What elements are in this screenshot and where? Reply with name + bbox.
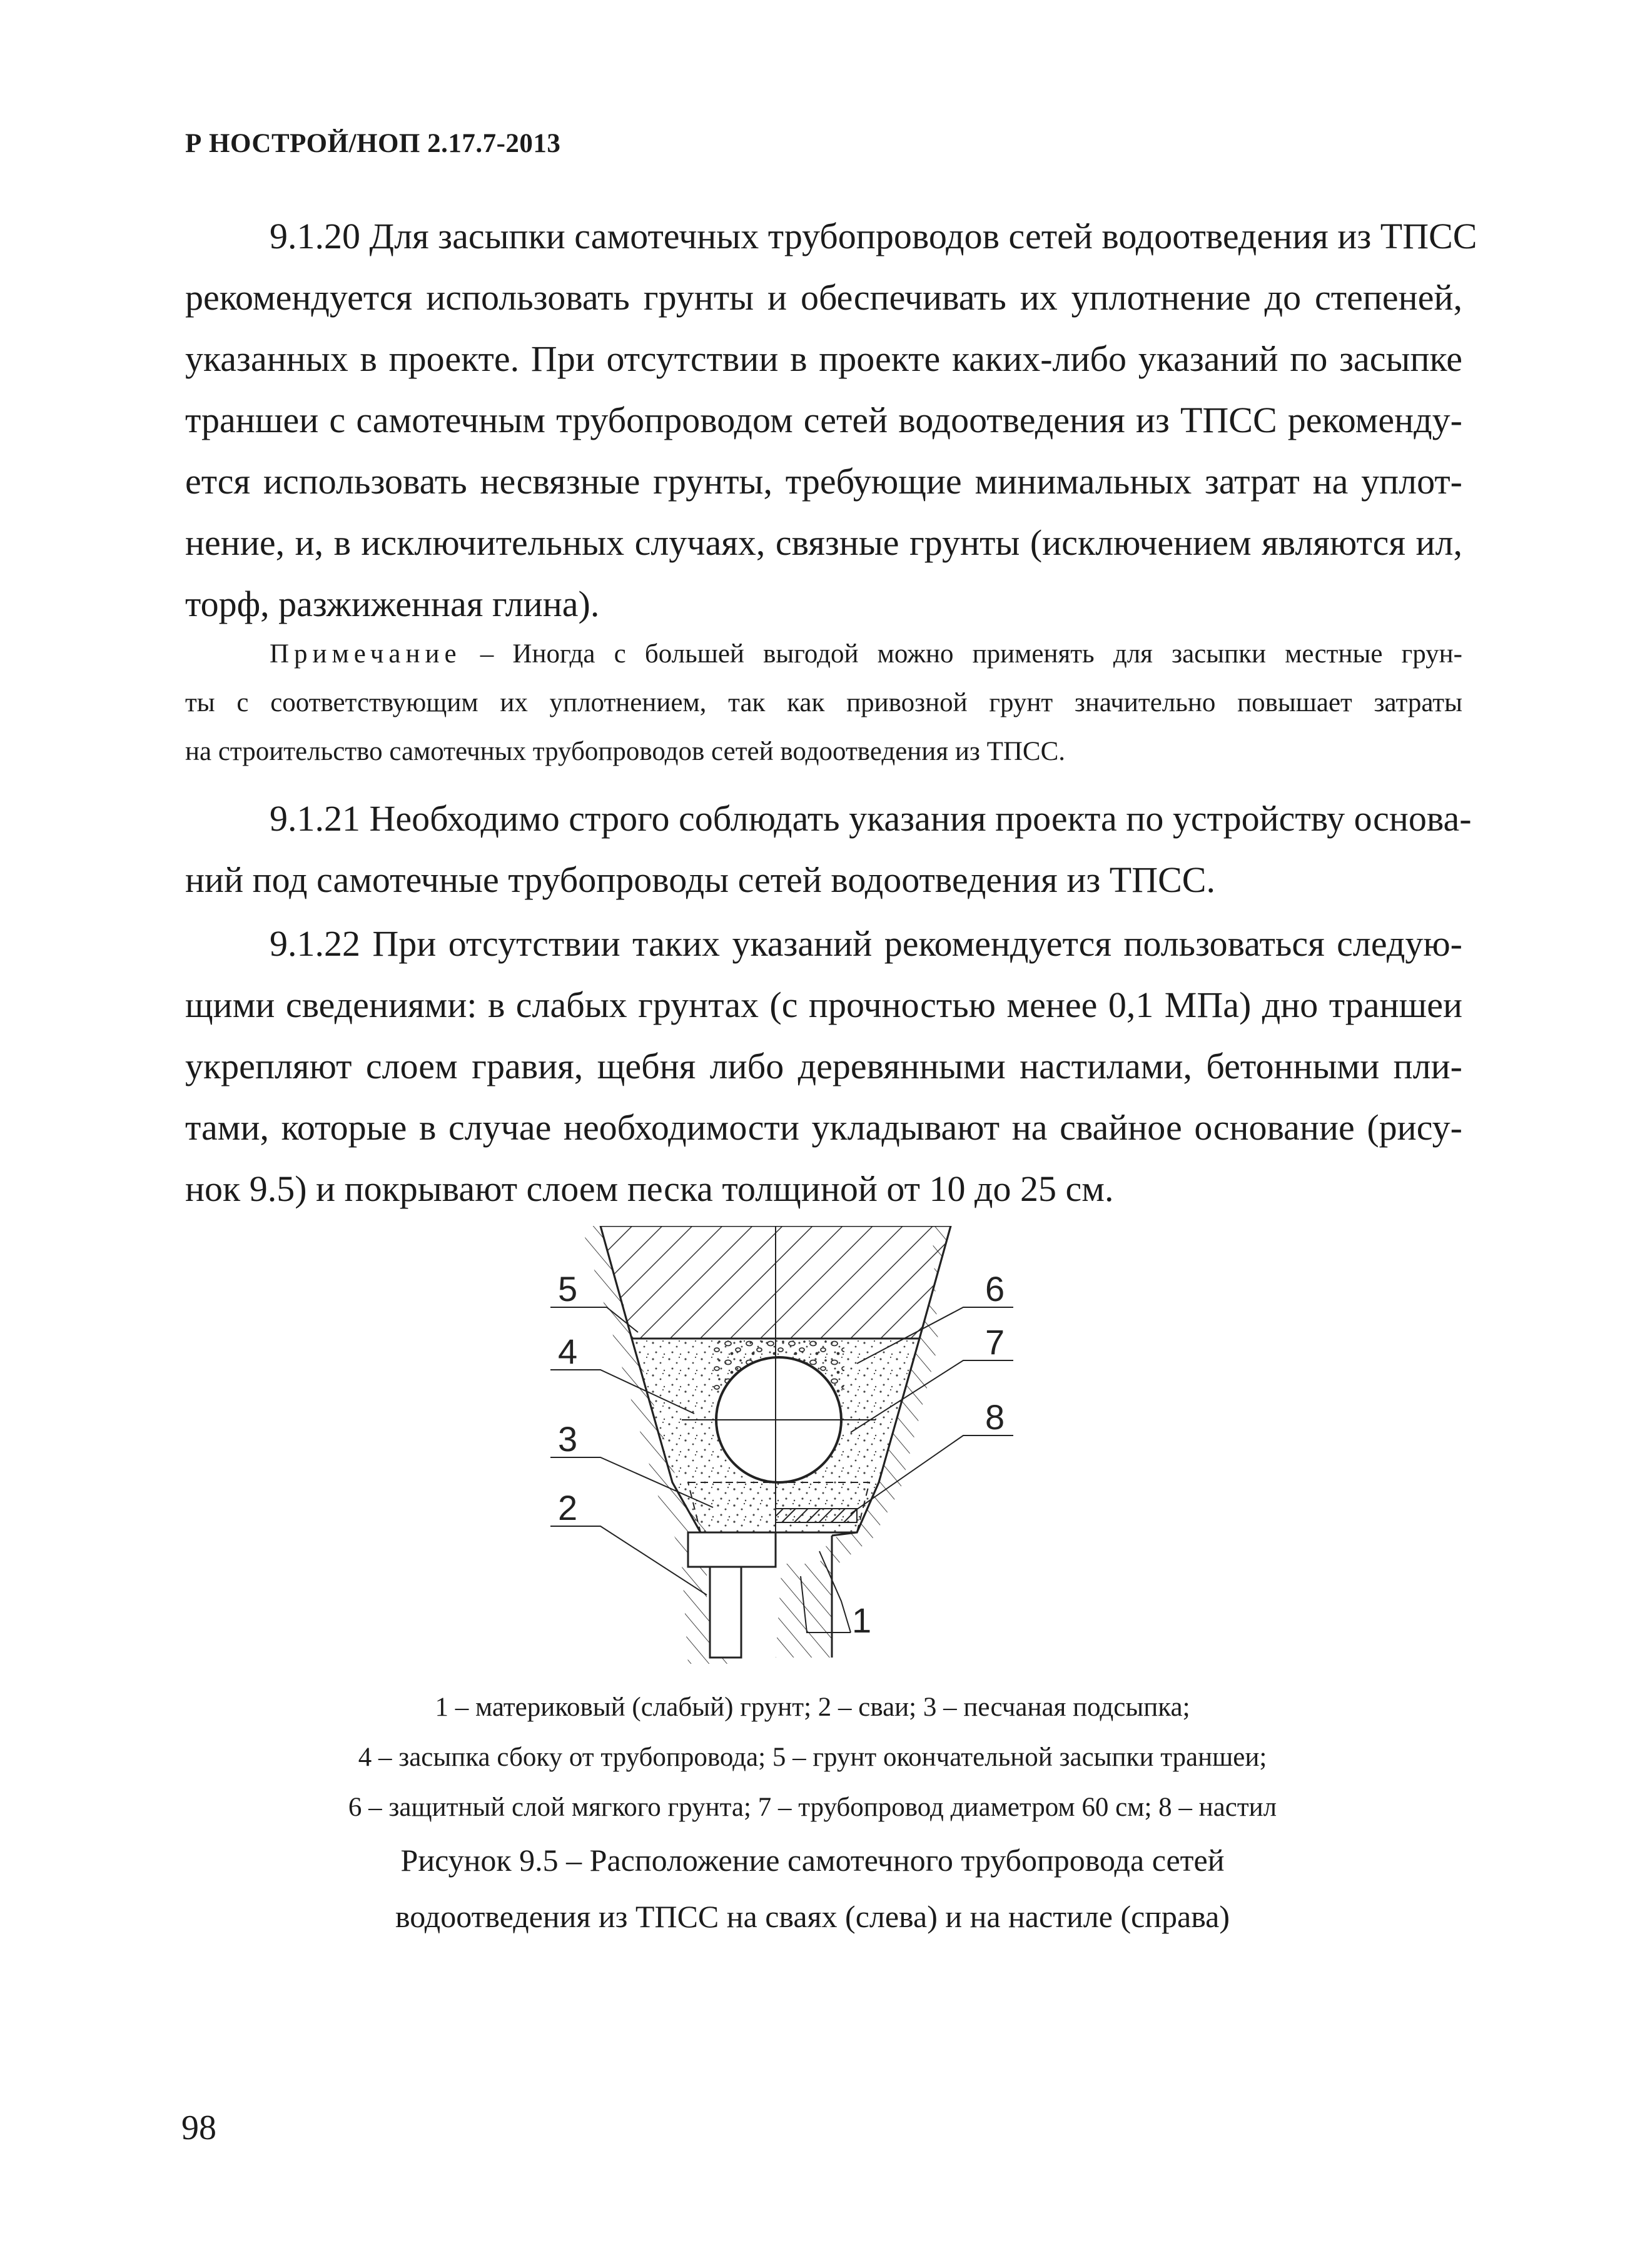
text-line: торф, разжиженная глина). (185, 584, 600, 624)
text-line: тами, которые в случае необходимости укладывают на свайное основание (рису- (185, 1107, 1462, 1148)
text-line: ний под самотечные трубопроводы сетей водоотведения из ТПСС. (185, 859, 1215, 900)
label-4: 4 (558, 1332, 578, 1371)
text-line: указанных в проекте. При отсутствии в проекте каких-либо указаний по засыпке (185, 338, 1462, 379)
native-soil-bottom-right (776, 1564, 832, 1658)
pile (710, 1567, 741, 1658)
note-line: ты с соответствующим их уплотнением, так как привозной грунт значительно повышает затраты (185, 688, 1462, 717)
note-block (185, 630, 1462, 776)
note-text: – Иногда с большей выгодой можно применять для засыпки местные грун- (461, 639, 1462, 669)
deck (776, 1509, 857, 1522)
text-line: 9.1.20 Для засыпки самотечных трубопроводов сетей водоотведения из ТПСС (270, 216, 1477, 256)
pile-cap (688, 1532, 776, 1567)
paragraph-9-1-22 (185, 913, 1462, 1220)
sand-bedding (688, 1482, 869, 1532)
text-line: щими сведениями: в слабых грунтах (с прочностью менее 0,1 МПа) дно траншеи (185, 985, 1462, 1025)
label-6: 6 (985, 1269, 1005, 1309)
document-header: Р НОСТРОЙ/НОП 2.17.7-2013 (185, 129, 561, 158)
paragraph-9-1-20 (185, 206, 1477, 635)
page-number: 98 (181, 2109, 216, 2147)
label-1: 1 (852, 1601, 872, 1640)
label-3: 3 (558, 1419, 578, 1459)
text-line: траншеи с самотечным трубопроводом сетей водоотведения из ТПСС рекоменду- (185, 400, 1462, 440)
label-5: 5 (558, 1269, 578, 1309)
note-line: на строительство самотечных трубопроводов сетей водоотведения из ТПСС. (185, 737, 1066, 766)
figure-legend-line: 6 – защитный слой мягкого грунта; 7 – трубопровод диаметром 60 см; 8 – настил (348, 1793, 1277, 1822)
figure-legend-line: 4 – засыпка сбоку от трубопровода; 5 – грунт окончательной засыпки траншеи; (358, 1743, 1267, 1772)
figure-caption-line: Рисунок 9.5 – Расположение самотечного трубопровода сетей (400, 1843, 1225, 1878)
figure-legend-line: 1 – материковый (слабый) грунт; 2 – сваи; 3 – песчаная подсыпка; (435, 1693, 1190, 1722)
text-line: нение, и, в исключительных случаях, связные грунты (исключением являются ил, (185, 522, 1462, 563)
text-line: укрепляют слоем гравия, щебня либо деревянными настилами, бетонными пли- (185, 1046, 1462, 1086)
label-2: 2 (558, 1488, 578, 1527)
figure-caption-line: водоотведения из ТПСС на сваях (слева) и на настиле (справа) (395, 1899, 1230, 1934)
figure-9-5 (0, 1226, 1625, 1676)
label-8: 8 (985, 1397, 1005, 1437)
text-line: 9.1.22 При отсутствии таких указаний рекомендуется пользоваться следую- (270, 923, 1462, 964)
text-line: ется использовать несвязные грунты, требующие минимальных затрат на уплот- (185, 461, 1462, 502)
note-label: Примечание (270, 639, 462, 669)
text-line: рекомендуется использовать грунты и обеспечивать их уплотнение до степеней, (185, 277, 1462, 318)
note-line (185, 630, 1462, 679)
text-line: 9.1.21 Необходимо строго соблюдать указания проекта по устройству основа- (270, 798, 1472, 839)
trench-diagram (0, 1226, 1625, 1676)
text-line: нок 9.5) и покрывают слоем песка толщиной от 10 до 25 см. (185, 1168, 1114, 1209)
label-7: 7 (985, 1322, 1005, 1362)
paragraph-9-1-21 (185, 788, 1472, 911)
